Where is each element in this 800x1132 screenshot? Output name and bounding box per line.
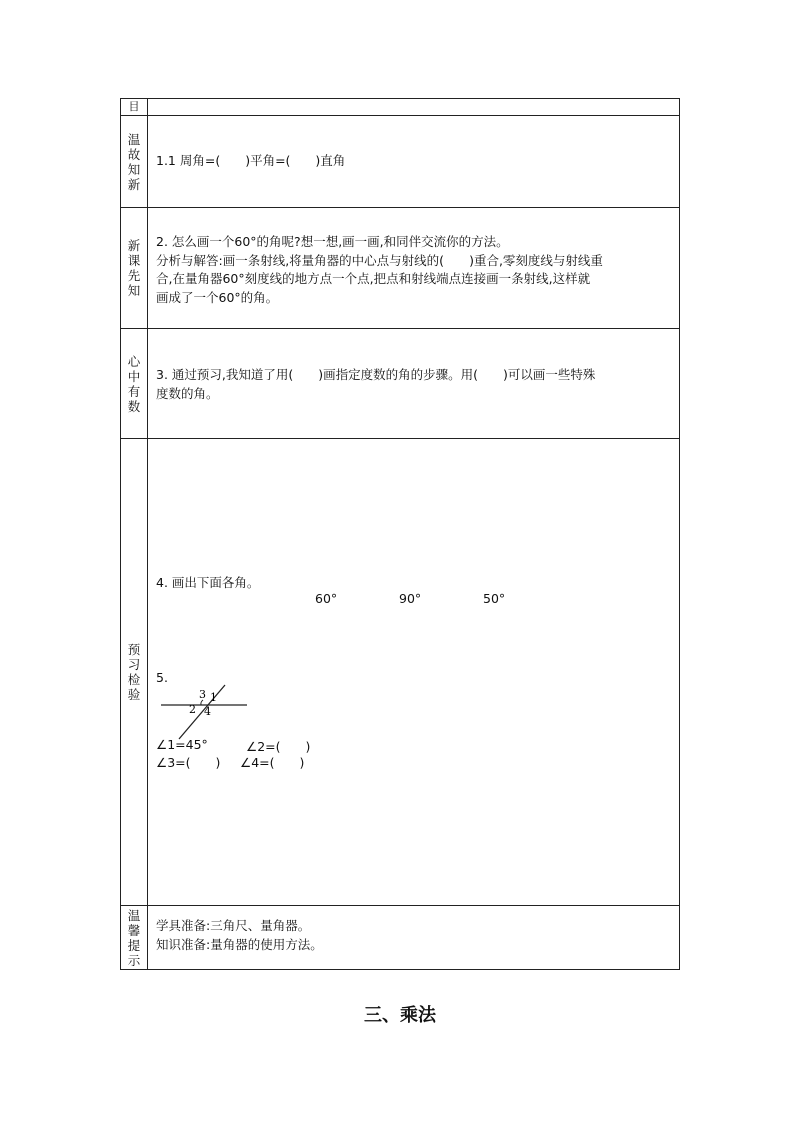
angle-label-60: 60° [315, 591, 338, 606]
table-row-check [121, 439, 679, 906]
table-row-know [121, 329, 679, 439]
angle-3-label: 3 [199, 688, 206, 701]
question-2: 2. 怎么画一个60°的角呢?想一想,画一画,和同伴交流你的方法。 [156, 234, 509, 249]
tip-tools: 学具准备:三角尺、量角器。 [156, 918, 311, 933]
angle-4-answer: ∠4=( ) [240, 755, 305, 770]
answer-line: 画成了一个60°的角。 [156, 289, 279, 305]
answer-line: 度数的角。 [156, 385, 219, 401]
table-row-tips [121, 906, 679, 969]
table-row-top [121, 99, 679, 116]
table-row-preview [121, 208, 679, 329]
intersecting-lines-figure [159, 683, 249, 741]
row-label: 心中有数 [121, 329, 148, 438]
row-label: 目 [121, 99, 148, 115]
row-label: 温馨提示 [121, 906, 148, 969]
row-label: 新课先知 [121, 208, 148, 328]
tips-content [156, 917, 671, 954]
preview-content [156, 233, 671, 307]
angle-2-label: 2 [189, 703, 196, 716]
review-content [156, 152, 671, 171]
angle-label-90: 90° [399, 591, 422, 606]
answer-line: 分析与解答:画一条射线,将量角器的中心点与射线的( )重合,零刻度线与射线重 [156, 252, 603, 268]
section-title: 三、乘法 [364, 1005, 436, 1026]
angle-2-answer: ∠2=( ) [246, 739, 311, 754]
tip-knowledge: 知识准备:量角器的使用方法。 [156, 936, 323, 952]
angle-label-50: 50° [483, 591, 506, 606]
table-row-review [121, 116, 679, 208]
answer-line: 合,在量角器60°刻度线的地方点一个点,把点和射线端点连接画一条射线,这样就 [156, 271, 591, 286]
question-4: 4. 画出下面各角。 [156, 575, 260, 590]
angle-3-answer: ∠3=( ) [156, 755, 221, 770]
angle-1-value: ∠1=45° [156, 737, 208, 752]
row-label: 温故知新 [121, 116, 148, 207]
question-5: 5. [156, 670, 168, 685]
row-label: 预习检验 [121, 439, 148, 905]
know-content [156, 366, 671, 403]
question-1: 1.1 周角=( )平角=( )直角 [156, 153, 346, 168]
angle-4-label: 4 [204, 705, 211, 718]
lesson-table [120, 98, 680, 970]
question-3: 3. 通过预习,我知道了用( )画指定度数的角的步骤。用( )可以画一些特殊 [156, 367, 596, 382]
angle-1-label: 1 [210, 691, 217, 704]
